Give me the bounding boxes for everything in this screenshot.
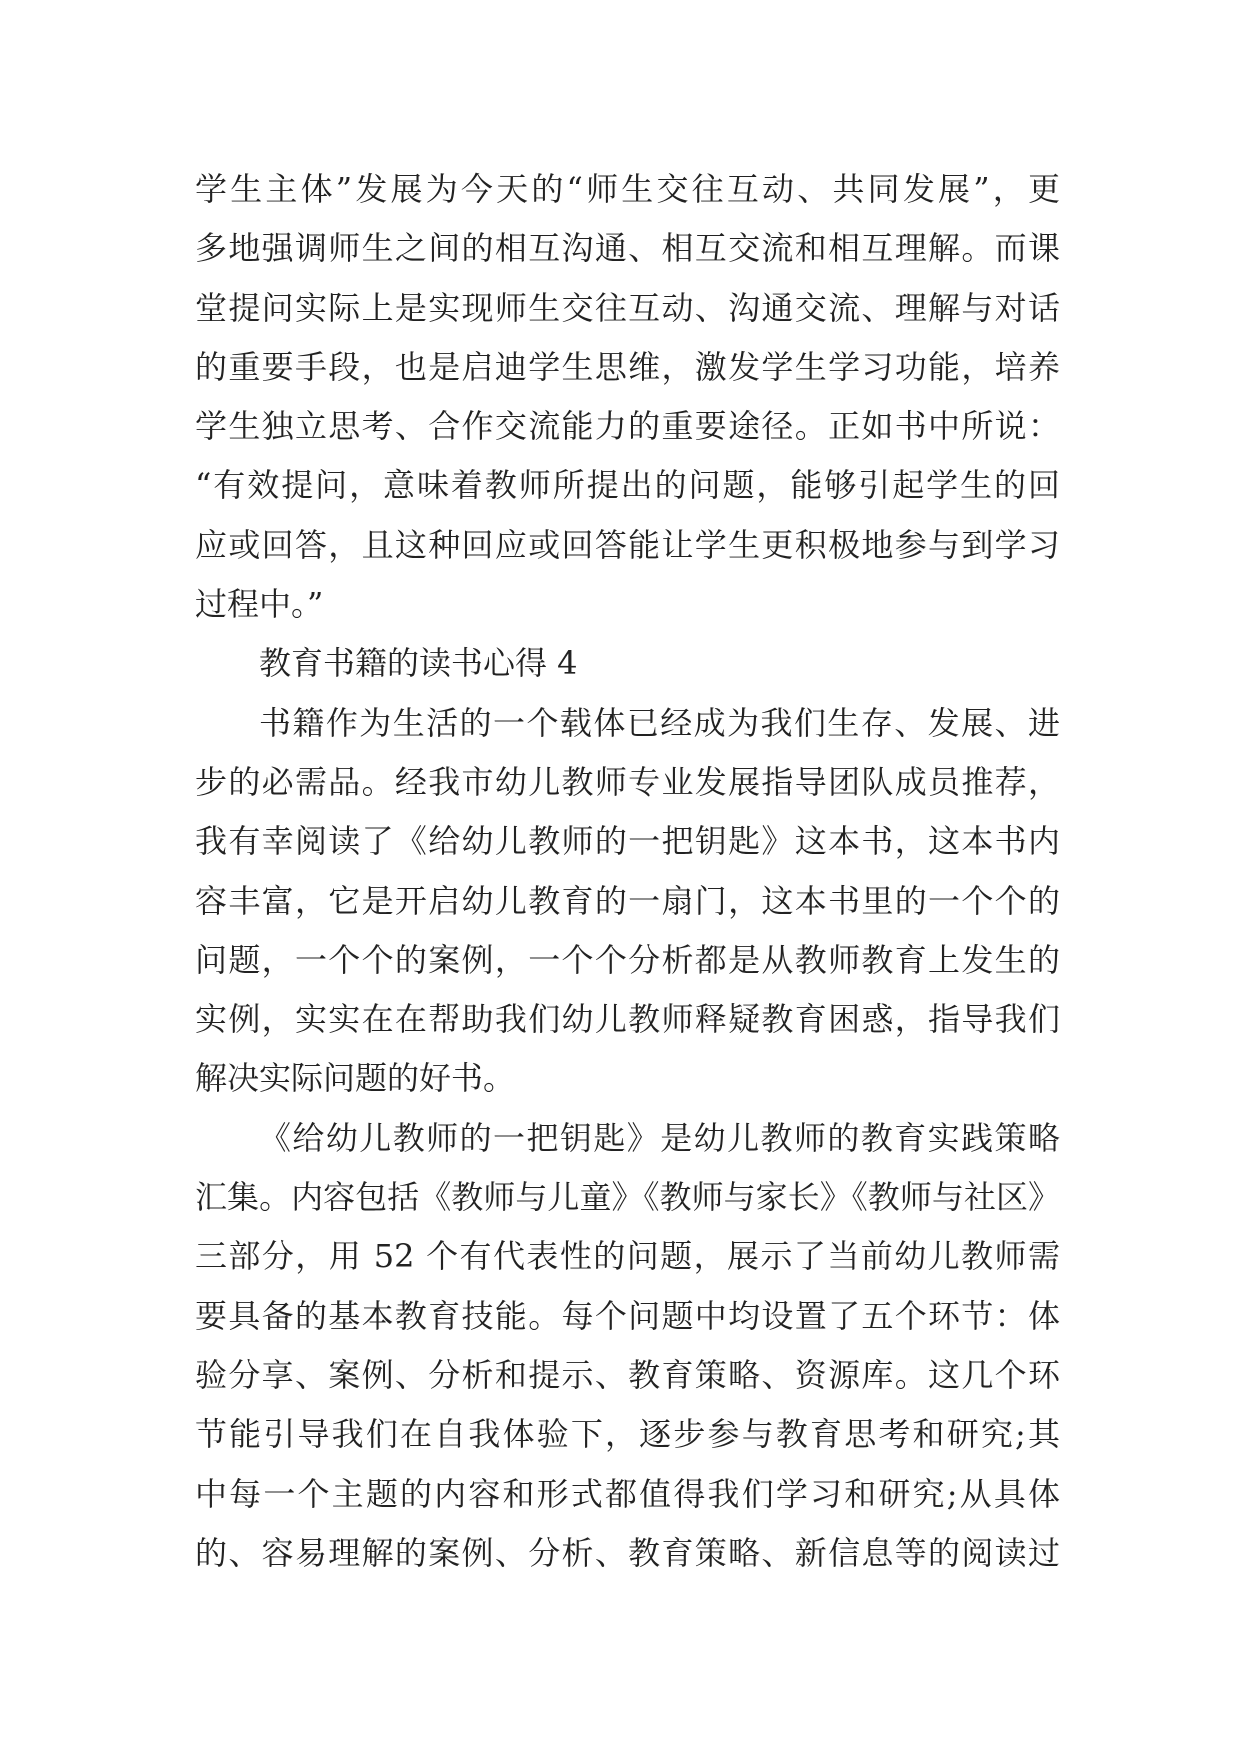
text-line: 的重要手段，也是启迪学生思维，激发学生学习功能，培养: [195, 347, 1060, 386]
text-line: 多地强调师生之间的相互沟通、相互交流和相互理解。而课: [195, 229, 1060, 268]
text-line: 问题，一个个的案例，一个个分析都是从教师教育上发生的: [195, 940, 1060, 979]
text-line: 中每一个主题的内容和形式都值得我们学习和研究;从具体: [195, 1474, 1060, 1513]
text-line: 书籍作为生活的一个载体已经成为我们生存、发展、进: [259, 703, 1060, 742]
text-line: 汇集。内容包括《教师与儿童》《教师与家长》《教师与社区》: [195, 1178, 1060, 1217]
document-body: [195, 160, 1060, 1583]
text-line: 容丰富，它是开启幼儿教育的一扇门，这本书里的一个个的: [195, 881, 1060, 920]
text-line: “有效提问，意味着教师所提出的问题，能够引起学生的回: [195, 466, 1060, 505]
text-line: 步的必需品。经我市幼儿教师专业发展指导团队成员推荐，: [195, 762, 1060, 801]
text-line: 《给幼儿教师的一把钥匙》是幼儿教师的教育实践策略: [259, 1118, 1060, 1157]
text-line: 解决实际问题的好书。: [195, 1059, 516, 1098]
text-line: 的、容易理解的案例、分析、教育策略、新信息等的阅读过: [195, 1533, 1060, 1572]
text-line: 我有幸阅读了《给幼儿教师的一把钥匙》这本书，这本书内: [195, 822, 1060, 861]
text-line: 学生主体”发展为今天的“师生交往互动、共同发展”，更: [195, 170, 1060, 208]
text-line: 学生独立思考、合作交流能力的重要途径。正如书中所说：: [195, 407, 1060, 446]
text-line: 应或回答，且这种回应或回答能让学生更积极地参与到学习: [195, 525, 1060, 564]
text-line: 节能引导我们在自我体验下，逐步参与教育思考和研究;其: [195, 1415, 1060, 1454]
text-line: 堂提问实际上是实现师生交往互动、沟通交流、理解与对话: [195, 288, 1060, 327]
text-line: 验分享、案例、分析和提示、教育策略、资源库。这几个环: [195, 1355, 1060, 1394]
text-line: 实例，实实在在帮助我们幼儿教师释疑教育困惑，指导我们: [195, 1000, 1060, 1039]
section-heading: 教育书籍的读书心得 4: [259, 644, 578, 683]
text-line: 过程中。”: [195, 585, 324, 624]
text-line: 要具备的基本教育技能。每个问题中均设置了五个环节：体: [195, 1296, 1060, 1335]
text-line: 三部分，用 52 个有代表性的问题，展示了当前幼儿教师需: [195, 1237, 1060, 1276]
